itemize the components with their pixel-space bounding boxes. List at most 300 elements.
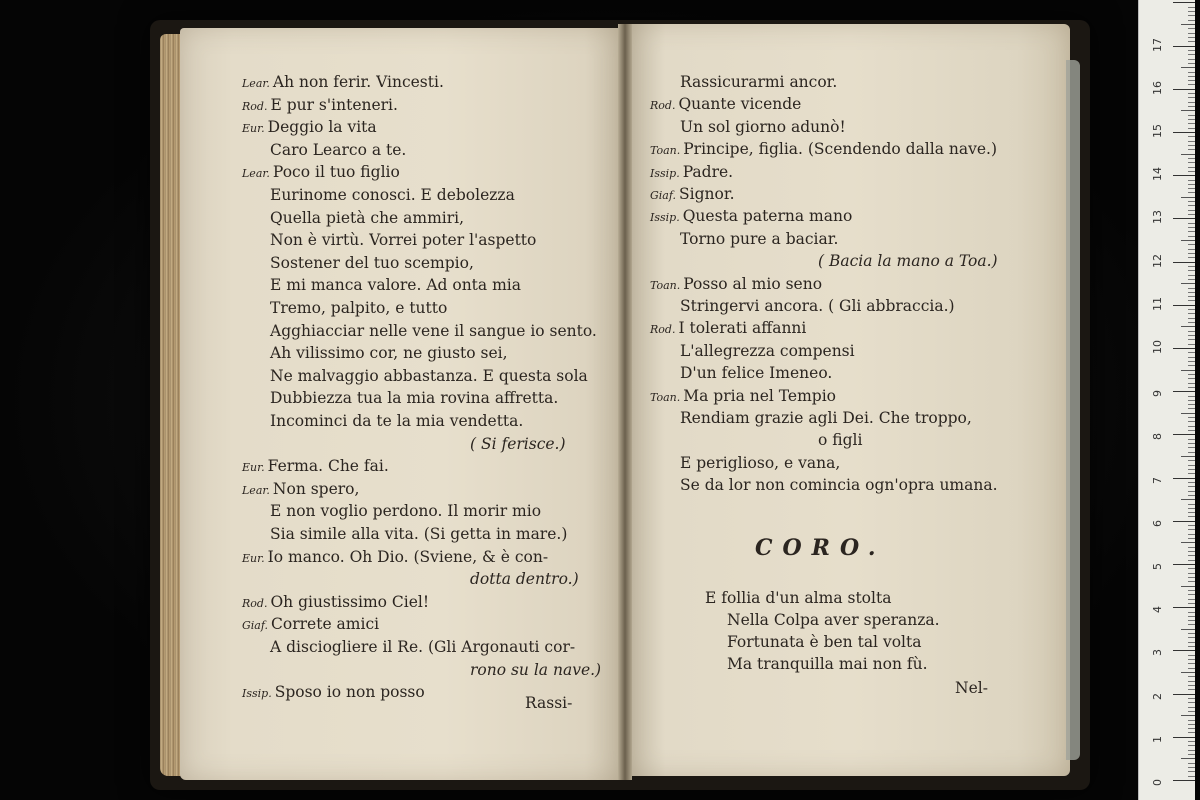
ruler-tick bbox=[1188, 300, 1195, 301]
ruler-tick bbox=[1188, 577, 1195, 578]
text-line bbox=[242, 592, 429, 614]
ruler-tick bbox=[1188, 188, 1195, 189]
ruler-tick bbox=[1188, 292, 1195, 293]
measuring-ruler bbox=[1138, 0, 1195, 800]
ruler-tick bbox=[1188, 495, 1195, 496]
ruler-label: 15 bbox=[1151, 124, 1164, 138]
ruler-tick bbox=[1188, 266, 1195, 267]
line-text: Agghiacciar nelle vene il sangue io sento. bbox=[270, 321, 597, 340]
line-text: Ah vilissimo cor, ne giusto sei, bbox=[270, 344, 508, 363]
line-text: ( Bacia la mano a Toa.) bbox=[818, 252, 998, 271]
ruler-tick bbox=[1181, 542, 1195, 543]
ruler-tick bbox=[1188, 93, 1195, 94]
text-line bbox=[650, 206, 852, 228]
ruler-tick bbox=[1181, 197, 1195, 198]
text-line bbox=[270, 140, 406, 160]
ruler-tick bbox=[1188, 106, 1195, 107]
ruler-tick bbox=[1181, 67, 1195, 68]
ruler-tick bbox=[1188, 361, 1195, 362]
ruler-tick bbox=[1188, 659, 1195, 660]
text-line bbox=[270, 366, 588, 386]
line-text: Poco il tuo figlio bbox=[272, 163, 400, 182]
text-line bbox=[270, 524, 567, 544]
ruler-tick bbox=[1188, 612, 1195, 613]
ruler-tick bbox=[1188, 149, 1195, 150]
ruler-tick bbox=[1188, 119, 1195, 120]
ruler-label: 4 bbox=[1151, 606, 1164, 614]
ruler-tick bbox=[1188, 573, 1195, 574]
line-text: Ferma. Che fai. bbox=[267, 457, 389, 476]
left-catchword: Rassi- bbox=[525, 694, 573, 712]
ruler-tick bbox=[1188, 655, 1195, 656]
ruler-label: 2 bbox=[1151, 692, 1164, 700]
ruler-tick bbox=[1188, 642, 1195, 643]
line-text: Sia simile alla vita. (Si getta in mare.) bbox=[270, 525, 568, 543]
text-line bbox=[680, 363, 832, 383]
line-text: Ma pria nel Tempio bbox=[683, 386, 837, 405]
speaker-label: Issip. bbox=[650, 211, 680, 225]
ruler-label: 13 bbox=[1151, 210, 1164, 225]
ruler-tick bbox=[1188, 63, 1195, 64]
ruler-tick bbox=[1188, 512, 1195, 513]
ruler-tick bbox=[1188, 538, 1195, 539]
text-line bbox=[650, 94, 801, 116]
ruler-tick bbox=[1188, 184, 1195, 185]
ruler-tick bbox=[1188, 123, 1195, 124]
speaker-label: Eur. bbox=[242, 122, 265, 136]
ruler-tick bbox=[1188, 20, 1195, 21]
ruler-tick bbox=[1188, 491, 1195, 492]
ruler-tick bbox=[1173, 305, 1195, 306]
ruler-tick bbox=[1188, 568, 1195, 569]
ruler-tick bbox=[1188, 707, 1195, 708]
ruler-tick bbox=[1188, 158, 1195, 159]
ruler-label: 12 bbox=[1151, 253, 1164, 268]
ruler-tick bbox=[1173, 2, 1195, 3]
ruler-tick bbox=[1173, 564, 1195, 565]
chorus-line: Nella Colpa aver speranza. bbox=[727, 611, 940, 629]
speaker-label: Toan. bbox=[650, 144, 681, 158]
ruler-tick bbox=[1173, 780, 1195, 781]
ruler-tick bbox=[1188, 50, 1195, 51]
ruler-tick bbox=[1188, 685, 1195, 686]
ruler-tick bbox=[1188, 352, 1195, 353]
ruler-tick bbox=[1188, 599, 1195, 600]
ruler-label: 1 bbox=[1151, 735, 1164, 743]
text-line bbox=[242, 95, 398, 117]
ruler-tick bbox=[1188, 313, 1195, 314]
speaker-label: Toan. bbox=[650, 390, 681, 404]
ruler-tick bbox=[1188, 387, 1195, 388]
ruler-tick bbox=[1188, 309, 1195, 310]
speaker-label: Eur. bbox=[242, 551, 265, 565]
text-line bbox=[650, 184, 735, 206]
ruler-label: 17 bbox=[1151, 37, 1164, 52]
ruler-tick bbox=[1188, 115, 1195, 116]
ruler-tick bbox=[1181, 499, 1195, 500]
ruler-tick bbox=[1188, 452, 1195, 453]
text-line bbox=[270, 298, 447, 318]
ruler-tick bbox=[1188, 776, 1195, 777]
speaker-label: Lear. bbox=[242, 167, 270, 181]
line-text: E periglioso, e vana, bbox=[680, 453, 841, 472]
ruler-tick bbox=[1181, 24, 1195, 25]
ruler-tick bbox=[1188, 162, 1195, 163]
ruler-tick bbox=[1188, 702, 1195, 703]
book-gutter bbox=[618, 24, 632, 780]
ruler-tick bbox=[1188, 72, 1195, 73]
line-text: Io manco. Oh Dio. (Sviene, & è con- bbox=[267, 547, 549, 566]
ruler-tick bbox=[1188, 365, 1195, 366]
ruler-tick bbox=[1188, 54, 1195, 55]
speaker-label: Lear. bbox=[242, 483, 270, 497]
ruler-tick bbox=[1188, 581, 1195, 582]
ruler-tick bbox=[1188, 331, 1195, 332]
text-line bbox=[650, 318, 806, 340]
ruler-tick bbox=[1188, 516, 1195, 517]
right-catchword: Nel- bbox=[955, 679, 988, 697]
ruler-tick bbox=[1181, 110, 1195, 111]
line-text: Correte amici bbox=[271, 615, 380, 634]
text-line bbox=[650, 139, 997, 161]
text-line bbox=[242, 614, 379, 636]
line-text: Ah non ferir. Vincesti. bbox=[272, 73, 444, 91]
ruler-tick bbox=[1188, 763, 1195, 764]
ruler-tick bbox=[1188, 231, 1195, 232]
line-text: D'un felice Imeneo. bbox=[680, 364, 833, 383]
ruler-tick bbox=[1173, 218, 1195, 219]
line-text: Caro Learco a te. bbox=[270, 140, 407, 159]
ruler-label: 10 bbox=[1151, 340, 1164, 354]
text-line bbox=[242, 682, 425, 704]
text-line bbox=[270, 208, 464, 228]
ruler-tick bbox=[1188, 624, 1195, 625]
ruler-tick bbox=[1188, 279, 1195, 280]
speaker-label: Eur. bbox=[242, 461, 265, 475]
ruler-label: 7 bbox=[1151, 476, 1164, 484]
ruler-tick bbox=[1188, 754, 1195, 755]
ruler-tick bbox=[1173, 175, 1195, 176]
text-line bbox=[270, 185, 515, 205]
ruler-tick bbox=[1188, 603, 1195, 604]
line-text: E mi manca valore. Ad onta mia bbox=[270, 276, 521, 295]
line-text: Deggio la vita bbox=[267, 118, 377, 137]
ruler-tick bbox=[1173, 694, 1195, 695]
speaker-label: Issip. bbox=[242, 687, 272, 701]
line-text: Principe, figlia. (Scendendo dalla nave.) bbox=[683, 140, 998, 159]
ruler-tick bbox=[1188, 33, 1195, 34]
speaker-label: Giaf. bbox=[242, 619, 269, 633]
line-text: Torno pure a baciar. bbox=[680, 229, 839, 248]
ruler-tick bbox=[1188, 547, 1195, 548]
line-text: dotta dentro.) bbox=[470, 570, 579, 589]
ruler-tick bbox=[1188, 408, 1195, 409]
ruler-tick bbox=[1188, 84, 1195, 85]
text-line bbox=[818, 251, 998, 271]
line-text: I tolerati affanni bbox=[678, 319, 807, 338]
ruler-tick bbox=[1188, 663, 1195, 664]
ruler-tick bbox=[1188, 633, 1195, 634]
ruler-label: 9 bbox=[1151, 390, 1164, 398]
text-line bbox=[680, 229, 838, 249]
line-text: Padre. bbox=[682, 162, 734, 181]
line-text: Rendiam grazie agli Dei. Che troppo, bbox=[680, 409, 972, 427]
text-line bbox=[818, 430, 862, 450]
ruler-tick bbox=[1188, 404, 1195, 405]
ruler-tick bbox=[1188, 728, 1195, 729]
ruler-tick bbox=[1188, 378, 1195, 379]
text-line bbox=[470, 660, 601, 680]
ruler-tick bbox=[1188, 374, 1195, 375]
ruler-tick bbox=[1188, 460, 1195, 461]
ruler-tick bbox=[1173, 262, 1195, 263]
ruler-tick bbox=[1188, 534, 1195, 535]
ruler-tick bbox=[1188, 720, 1195, 721]
ruler-label: 3 bbox=[1151, 649, 1164, 657]
ruler-tick bbox=[1188, 210, 1195, 211]
line-text: rono su la nave.) bbox=[470, 660, 602, 679]
ruler-tick bbox=[1181, 370, 1195, 371]
text-line bbox=[650, 274, 822, 296]
ruler-tick bbox=[1188, 482, 1195, 483]
line-text: Quella pietà che ammiri, bbox=[270, 208, 465, 227]
text-line bbox=[242, 72, 444, 94]
ruler-tick bbox=[1188, 383, 1195, 384]
ruler-tick bbox=[1188, 430, 1195, 431]
speaker-label: Rod. bbox=[242, 99, 268, 113]
ruler-tick bbox=[1188, 80, 1195, 81]
ruler-tick bbox=[1188, 180, 1195, 181]
text-line bbox=[650, 162, 733, 184]
text-line bbox=[270, 230, 536, 250]
ruler-tick bbox=[1188, 227, 1195, 228]
ruler-tick bbox=[1188, 426, 1195, 427]
line-text: Se da lor non comincia ogn'opra umana. bbox=[680, 476, 998, 495]
line-text: Eurinome conosci. E debolezza bbox=[270, 186, 515, 204]
ruler-tick bbox=[1173, 348, 1195, 349]
ruler-tick bbox=[1188, 145, 1195, 146]
text-line bbox=[470, 434, 566, 454]
ruler-tick bbox=[1173, 391, 1195, 392]
ruler-tick bbox=[1188, 253, 1195, 254]
text-line bbox=[270, 253, 474, 273]
line-text: Un sol giorno adunò! bbox=[680, 117, 846, 136]
ruler-tick bbox=[1188, 335, 1195, 336]
ruler-tick bbox=[1188, 469, 1195, 470]
ruler-tick bbox=[1188, 750, 1195, 751]
ruler-tick bbox=[1181, 715, 1195, 716]
ruler-tick bbox=[1188, 205, 1195, 206]
line-text: Sostener del tuo scempio, bbox=[270, 253, 474, 272]
ruler-tick bbox=[1173, 46, 1195, 47]
ruler-tick bbox=[1181, 240, 1195, 241]
ruler-tick bbox=[1188, 128, 1195, 129]
ruler-tick bbox=[1188, 322, 1195, 323]
ruler-tick bbox=[1181, 586, 1195, 587]
text-line bbox=[680, 475, 998, 495]
ruler-tick bbox=[1188, 201, 1195, 202]
ruler-tick bbox=[1188, 681, 1195, 682]
line-text: E non voglio perdono. Il morir mio bbox=[270, 502, 542, 521]
ruler-tick bbox=[1188, 59, 1195, 60]
ruler-tick bbox=[1181, 629, 1195, 630]
line-text: Ne malvaggio abbastanza. E questa sola bbox=[270, 366, 588, 385]
ruler-tick bbox=[1188, 11, 1195, 12]
text-line bbox=[270, 411, 523, 431]
line-text: o figli bbox=[818, 431, 863, 450]
ruler-tick bbox=[1173, 737, 1195, 738]
ruler-tick bbox=[1188, 15, 1195, 16]
speaker-label: Rod. bbox=[242, 596, 268, 610]
ruler-tick bbox=[1188, 590, 1195, 591]
ruler-tick bbox=[1181, 456, 1195, 457]
speaker-label: Lear. bbox=[242, 77, 270, 90]
ruler-tick bbox=[1188, 473, 1195, 474]
line-text: Dubbiezza tua la mia rovina affretta. bbox=[270, 389, 559, 408]
text-line bbox=[270, 321, 597, 341]
ruler-tick bbox=[1188, 357, 1195, 358]
ruler-tick bbox=[1188, 288, 1195, 289]
ruler-tick bbox=[1188, 97, 1195, 98]
text-line bbox=[680, 453, 840, 473]
ruler-tick bbox=[1188, 555, 1195, 556]
ruler-tick bbox=[1188, 689, 1195, 690]
ruler-tick bbox=[1188, 296, 1195, 297]
text-line bbox=[270, 388, 558, 408]
ruler-tick bbox=[1188, 646, 1195, 647]
line-text: Stringervi ancora. ( Gli abbraccia.) bbox=[680, 297, 955, 315]
text-line bbox=[680, 408, 972, 428]
text-line bbox=[270, 637, 575, 657]
line-text: A disciogliere il Re. (Gli Argonauti cor- bbox=[270, 638, 576, 656]
line-text: Incominci da te la mia vendetta. bbox=[270, 412, 524, 430]
ruler-label: 6 bbox=[1151, 519, 1164, 527]
ruler-tick bbox=[1188, 724, 1195, 725]
ruler-tick bbox=[1188, 594, 1195, 595]
ruler-tick bbox=[1188, 525, 1195, 526]
speaker-label: Toan. bbox=[650, 278, 681, 292]
text-line bbox=[242, 456, 389, 478]
ruler-tick bbox=[1188, 318, 1195, 319]
ruler-tick bbox=[1188, 37, 1195, 38]
ruler-label: 11 bbox=[1151, 296, 1164, 311]
line-text: Posso al mio seno bbox=[683, 274, 823, 293]
chorus-line: E follia d'un alma stolta bbox=[705, 589, 892, 607]
ruler-tick bbox=[1188, 396, 1195, 397]
text-line bbox=[242, 479, 359, 501]
ruler-tick bbox=[1188, 745, 1195, 746]
text-line bbox=[242, 117, 377, 139]
line-text: Tremo, palpito, e tutto bbox=[270, 299, 448, 317]
line-text: Non spero, bbox=[272, 479, 360, 498]
ruler-tick bbox=[1173, 132, 1195, 133]
ruler-tick bbox=[1188, 7, 1195, 8]
ruler-tick bbox=[1188, 560, 1195, 561]
text-line bbox=[242, 162, 400, 184]
text-line bbox=[680, 296, 955, 316]
line-text: Questa paterna mano bbox=[682, 207, 853, 226]
speaker-label: Giaf. bbox=[650, 189, 677, 202]
ruler-tick bbox=[1188, 465, 1195, 466]
line-text: Signor. bbox=[679, 185, 735, 203]
ruler-tick bbox=[1188, 76, 1195, 77]
text-line bbox=[270, 343, 508, 363]
ruler-label: 14 bbox=[1151, 167, 1164, 182]
ruler-tick bbox=[1188, 214, 1195, 215]
ruler-tick bbox=[1188, 41, 1195, 42]
ruler-tick bbox=[1181, 413, 1195, 414]
chorus-heading: CORO. bbox=[755, 535, 886, 561]
right-page-edge bbox=[1066, 60, 1080, 760]
ruler-tick bbox=[1188, 732, 1195, 733]
ruler-tick bbox=[1188, 257, 1195, 258]
ruler-tick bbox=[1188, 676, 1195, 677]
ruler-tick bbox=[1173, 650, 1195, 651]
ruler-tick bbox=[1188, 711, 1195, 712]
ruler-tick bbox=[1188, 551, 1195, 552]
ruler-tick bbox=[1188, 620, 1195, 621]
line-text: Sposo io non posso bbox=[274, 683, 425, 702]
ruler-tick bbox=[1188, 192, 1195, 193]
ruler-tick bbox=[1188, 344, 1195, 345]
speaker-label: Rod. bbox=[650, 323, 676, 337]
ruler-tick bbox=[1181, 672, 1195, 673]
chorus-line: Ma tranquilla mai non fù. bbox=[727, 655, 928, 673]
ruler-tick bbox=[1188, 421, 1195, 422]
ruler-tick bbox=[1188, 741, 1195, 742]
ruler-label: 0 bbox=[1151, 779, 1164, 786]
ruler-tick bbox=[1188, 508, 1195, 509]
line-text: ( Si ferisce.) bbox=[470, 434, 566, 453]
ruler-tick bbox=[1188, 400, 1195, 401]
ruler-tick bbox=[1188, 167, 1195, 168]
ruler-tick bbox=[1181, 758, 1195, 759]
ruler-tick bbox=[1188, 486, 1195, 487]
line-text: E pur s'inteneri. bbox=[270, 95, 398, 114]
ruler-tick bbox=[1188, 141, 1195, 142]
ruler-tick bbox=[1188, 447, 1195, 448]
ruler-tick bbox=[1188, 616, 1195, 617]
ruler-tick bbox=[1181, 154, 1195, 155]
text-line bbox=[680, 72, 837, 92]
ruler-tick bbox=[1173, 89, 1195, 90]
ruler-tick bbox=[1188, 529, 1195, 530]
ruler-label: 5 bbox=[1151, 563, 1164, 570]
text-line bbox=[680, 341, 855, 361]
speaker-label: Rod. bbox=[650, 99, 676, 113]
ruler-tick bbox=[1188, 668, 1195, 669]
ruler-tick bbox=[1188, 102, 1195, 103]
text-line bbox=[650, 386, 836, 408]
ruler-tick bbox=[1188, 249, 1195, 250]
text-line bbox=[270, 501, 541, 521]
line-text: L'allegrezza compensi bbox=[680, 341, 855, 360]
ruler-tick bbox=[1188, 439, 1195, 440]
ruler-tick bbox=[1173, 434, 1195, 435]
ruler-tick bbox=[1188, 504, 1195, 505]
ruler-tick bbox=[1188, 443, 1195, 444]
ruler-tick bbox=[1188, 28, 1195, 29]
ruler-tick bbox=[1188, 275, 1195, 276]
ruler-tick bbox=[1188, 339, 1195, 340]
ruler-tick bbox=[1188, 244, 1195, 245]
ruler-tick bbox=[1173, 521, 1195, 522]
ruler-tick bbox=[1188, 637, 1195, 638]
text-line bbox=[242, 547, 548, 569]
ruler-tick bbox=[1188, 767, 1195, 768]
ruler-tick bbox=[1188, 417, 1195, 418]
ruler-tick bbox=[1188, 698, 1195, 699]
